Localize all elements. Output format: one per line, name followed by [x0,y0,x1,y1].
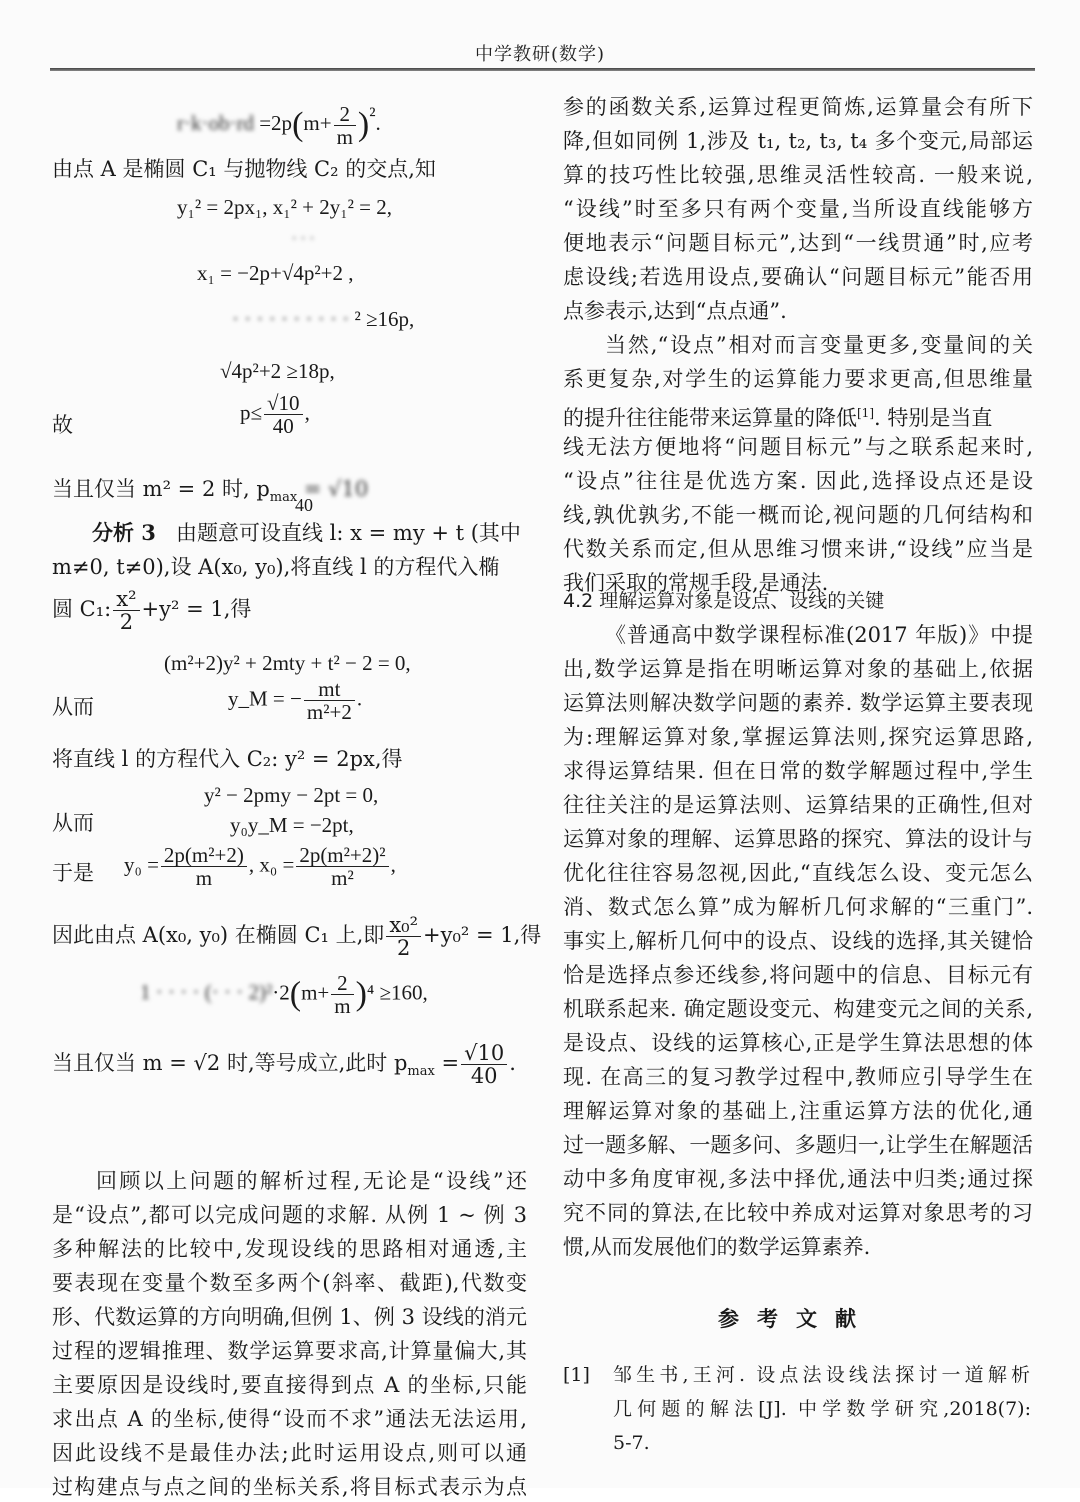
eq-text: , [304,400,310,425]
paragraph-line: 参的函数关系,运算过程更简炼,运算量会有所下 [563,95,1033,119]
paragraph-line: 求得运算结果. 但在日常的数学解题过程中,学生 [563,759,1033,783]
eq-text: . [356,686,363,711]
equation: y₁² = 2px₁, x₁² + 2y₁² = 2, [177,195,392,219]
paragraph-line: 惯,从而发展他们的数学运算素养. [563,1235,871,1259]
text: . [509,1051,516,1075]
text: 当且仅当 m = √2 时,等号成立,此时 p [52,1051,408,1075]
eq-text: ⁴ ≥160, [366,980,428,1005]
section-heading: 4.2 理解运算对象是设点、设线的关键 [563,590,885,612]
numerator: 2 [331,972,353,995]
fraction [386,914,421,959]
text: 当且仅当 m² = 2 时, p [52,477,270,501]
text: 因此由点 A(x₀, y₀) 在椭圆 C₁ 上,即 [52,923,385,947]
eq-text: y_M = − [228,686,302,711]
reference-line: 几何题的解法[J]. 中学数学研究,2018(7): [613,1398,1031,1420]
text: +y² = 1,得 [141,597,252,621]
paragraph-line: 主要原因是设线时,要直接得到点 A 的坐标,只能 [52,1373,527,1397]
blurred-text: · · · [292,231,315,247]
eq-text: m+ [301,980,330,1005]
paragraph-line: 为:理解运算对象,掌握运算法则,探究运算思路, [563,725,1033,749]
numerator: x₀² [386,914,421,937]
paragraph-line: 线,孰优孰劣,不能一概而论,视问题的几何结构和 [563,503,1033,527]
blurred-expression: r·k·ob·rd [177,111,254,135]
text-line [52,588,251,633]
paragraph-line: 过一题多解、一题多问、多题归一,让学生在解题活 [563,1133,1033,1157]
paragraph-line: 算的技巧性比较强,思维灵活性较高. 一般来说, [563,163,1033,187]
eq-text: m+ [303,111,332,135]
paragraph-line: 要表现在变量个数至多两个(斜率、截距),代数变 [52,1271,527,1295]
equation [232,304,414,334]
text-line: 于是 [52,861,94,885]
text-line: m≠0, t≠0),设 A(x₀, y₀),将直线 l 的方程代入椭 [52,555,500,579]
numerator: 2p(m²+2)² [296,844,388,867]
text: +y₀² = 1,得 [423,923,542,947]
paragraph-line: 恰是选择点参还线参,将问题中的信息、目标元有 [563,963,1033,987]
equation: √4p²+2 ≥18p, [220,359,335,383]
equation [240,392,310,437]
eq-text: p≤ [240,400,263,425]
text-line: 从而 [52,811,94,835]
paragraph-line: 往往关注的是运算法则、运算结果的正确性,但对 [563,793,1033,817]
equation-top: r·k·ob·rd =2p(m+ $\frac{2}{m}$ )². [177,101,381,149]
equation [124,844,396,889]
reference-line: 邹生书,王河. 设点法设线法探讨一道解析 [613,1364,1031,1386]
blurred-expression: 1 · · · · (· · · 2)² [140,980,273,1005]
text-line: 故 [52,413,73,437]
denominator: m [334,994,351,1018]
paragraph-line: 代数关系而定,但从思维习惯来讲,“设线”应当是 [563,537,1033,561]
paragraph-line: 我们采取的常规手段,是通法. [563,571,829,595]
paragraph-line: 动中多角度审视,多法中择优,通法中归类;通过探 [563,1167,1033,1191]
paragraph-line: 《普通高中数学课程标准(2017 年版)》中提 [605,623,1033,647]
paragraph-line: 系更复杂,对学生的运算能力要求更高,但思维量 [563,367,1033,391]
subscript: max [269,490,298,506]
numerator: √10 [461,1042,507,1065]
text: . 特别是当直 [874,406,993,430]
denominator: m²+2 [306,700,352,724]
header-rule [50,68,1035,71]
paragraph-line: 出,数学运算是指在明晰运算对象的基础上,依据 [563,657,1033,681]
paragraph-line: “设点”往往是优选方案. 因此,选择设点还是设 [563,469,1033,493]
paragraph-line: 消、数式怎么算”成为解析几何求解的“三重门”. [563,895,1033,919]
numerator: x² [113,588,139,611]
text: 圆 C₁: [52,597,112,621]
paragraph-line: 过构建点与点之间的坐标关系,将目标式表示为点 [52,1475,527,1499]
denominator: 40 [272,414,294,438]
text-line: 将直线 l 的方程代入 C₂: y² = 2px,得 [52,747,403,771]
denominator: m² [331,866,354,890]
subscript: max [407,1064,435,1080]
paragraph-line: 运算法则解决数学问题的素养. 数学运算主要表现 [563,691,1033,715]
numerator: 2 [334,103,356,126]
equation: 1 · · · · (· · · 2)²·2(m+ $\frac{2}{m}$ )⁴ ≥160, [140,971,428,1018]
text-line: 从而 [52,695,94,719]
blurred-expression: · · · · · · · · · · [232,307,350,331]
eq-text: , x₀ = [248,852,295,877]
paragraph-line: 点参表示,达到“点点通”. [563,299,787,323]
denominator: m [336,124,353,149]
fraction [304,678,355,723]
paragraph-line: 降,但如同例 1,涉及 t₁, t₂, t₃, t₄ 多个变元,局部运 [563,129,1033,153]
fraction [161,844,247,889]
paragraph-line: 线无法方便地将“问题目标元”与之联系起来时, [563,435,1033,459]
text-line [52,1042,516,1087]
numerator: √10 [264,392,303,415]
eq-text: ² ≥16p, [354,307,415,331]
fraction [264,392,303,437]
equation-fragment: 40 [295,495,313,515]
paragraph-line: 回顾以上问题的解析过程,无论是“设线”还 [96,1169,527,1193]
paragraph-line: 求出点 A 的坐标,使得“设而不求”通法无法运用, [52,1407,527,1431]
paragraph-line: 虑设线;若选用设点,要确认“问题目标元”能否用 [563,265,1033,289]
references-title: 参考文献 [718,1306,874,1331]
text: 的提升往往能带来运算量的降低 [563,406,857,430]
numerator: 2p(m²+2) [161,844,247,867]
fraction [331,972,353,1017]
paragraph-line: 是“设点”,都可以完成问题的求解. 从例 1 ~ 例 3 [52,1203,527,1227]
paragraph-line: “设线”时至多只有两个变量,当所设直线能够方 [563,197,1033,221]
paragraph-line: 过程的逻辑推理、数学运算要求高,计算量偏大,其 [52,1339,527,1363]
fraction [334,103,356,148]
analysis-label: 分析 3 [92,520,156,545]
paragraph-line [563,398,992,433]
eq-text: , [390,852,396,877]
eq-text: =2p [259,111,293,135]
equation: x₁ = −2p+√4p²+2 , [197,261,354,285]
running-title: 中学教研(数学) [474,44,606,65]
citation: [1] [857,406,874,420]
text-line [52,914,541,959]
paragraph-line: 现. 在高三的复习教学过程中,教师应引导学生在 [563,1065,1033,1089]
paragraph-line: 事实上,解析几何中的设点、设线的选择,其关键恰 [563,929,1033,953]
text-line: 由点 A 是椭圆 C₁ 与抛物线 C₂ 的交点,知 [52,157,436,181]
paragraph-line: 便地表示“问题目标元”,达到“一线贯通”时,应考 [563,231,1033,255]
eq-text: ·2 [272,980,290,1005]
text-line [52,474,368,513]
paragraph-line: 因此设线不是最佳办法;此时运用设点,则可以通 [52,1441,527,1465]
paragraph-line: 理解运算对象的基础上,注重运算方法的优化,通 [563,1099,1033,1123]
equation: y² − 2pmy − 2pt = 0, [204,783,379,807]
fraction [461,1042,507,1087]
paragraph-line: 多种解法的比较中,发现设线的思路相对通透,主 [52,1237,527,1261]
equation [228,678,362,723]
paragraph-line: 究不同的算法,在比较中养成对运算对象思考的习 [563,1201,1033,1225]
numerator: mt [304,678,355,701]
equation: y₀y_M = −2pt, [230,813,354,837]
reference-number: [1] [563,1364,590,1386]
fraction [113,588,139,633]
equation: (m²+2)y² + 2mty + t² − 2 = 0, [164,651,411,675]
denominator: m [195,866,213,890]
paragraph-line: 机联系起来. 确定题设变元、构建变元之间的关系, [563,997,1033,1021]
paragraph-line: 优化往往容易忽视,因此,“直线怎么设、变元怎么 [563,861,1033,885]
paragraph-line: 当然,“设点”相对而言变量更多,变量间的关 [605,333,1033,357]
blurred-expression: = √10 [303,477,369,501]
text: = [434,1051,460,1075]
eq-text: ² [369,103,376,127]
denominator: 2 [119,610,134,634]
reference-line: 5-7. [613,1432,650,1454]
text: 由题意可设直线 l: x = my + t (其中 [175,521,521,545]
paragraph-line: 运算对象的理解、运算思路的探究、算法的设计与 [563,827,1033,851]
paragraph-line: 形、代数运算的方向明确,但例 1、例 3 设线的消元 [52,1305,527,1329]
eq-text: y₀ = [124,852,159,877]
analysis-line [92,518,521,548]
denominator: 2 [396,936,411,960]
fraction [296,844,388,889]
paragraph-line: 是设点、设线的运算核心,正是学生算法思想的体 [563,1031,1033,1055]
denominator: 40 [470,1064,498,1088]
